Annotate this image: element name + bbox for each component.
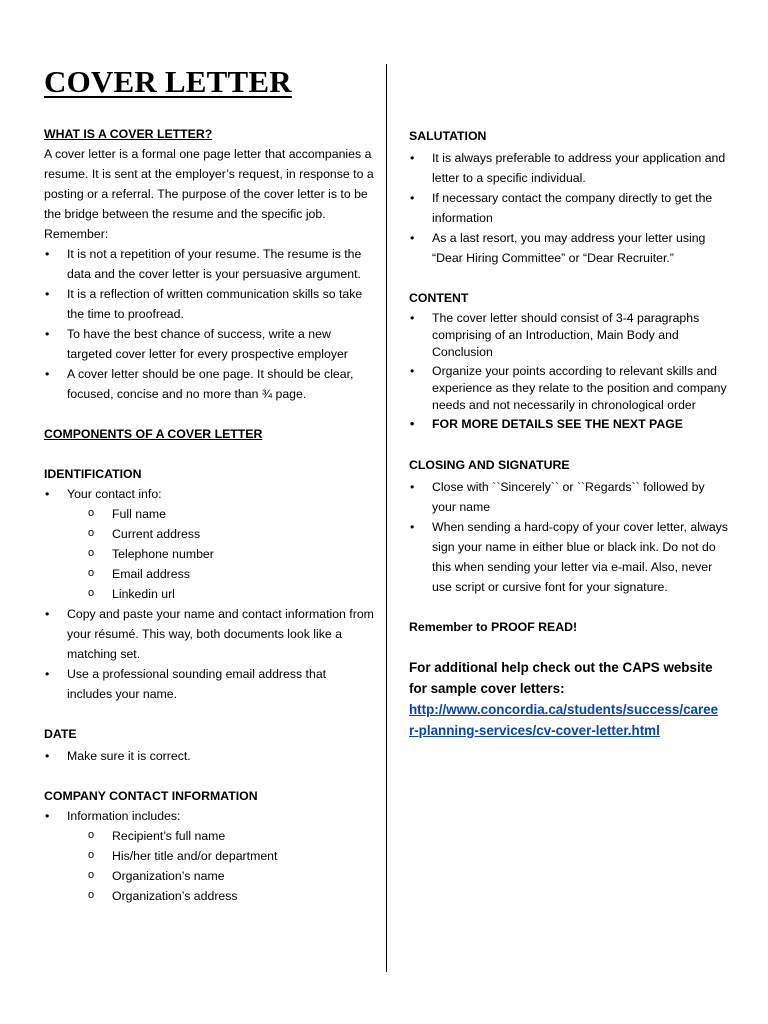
- section-heading-identification: IDENTIFICATION: [44, 467, 142, 481]
- right-column: [409, 126, 731, 741]
- list-item: • When sending a hard-copy of your cover letter, always sign your name in either blue or black ink. Do not do this when sending your letter via e-mail. Also, never use script or cursive font for your signature.: [409, 517, 731, 597]
- help-block: [409, 657, 731, 741]
- list-item: • Close with ``Sincerely`` or ``Regards`` followed by your name: [409, 477, 731, 517]
- left-column: [44, 124, 374, 906]
- section-heading-content: CONTENT: [409, 291, 469, 305]
- list-item: • Organize your points according to relevant skills and experience as they relate to the position and company needs and not necessarily in chronological order: [409, 363, 731, 414]
- salutation-list: [409, 148, 731, 268]
- link-line-2: r-planning-services/cv-cover-letter.html: [409, 723, 660, 738]
- list-item: • As a last resort, you may address your letter using “Dear Hiring Committee” or “Dear Recruiter.”: [409, 228, 731, 268]
- what-bullet-list: [44, 244, 374, 404]
- list-item: • It is a reflection of written communication skills so take the time to proofread.: [44, 284, 374, 324]
- sub-list-item: o Full name: [44, 504, 374, 524]
- sub-list-item: o Email address: [44, 564, 374, 584]
- section-heading-closing: CLOSING AND SIGNATURE: [409, 458, 570, 472]
- company-list: [44, 806, 374, 906]
- section-heading-what: WHAT IS A COVER LETTER?: [44, 127, 213, 141]
- page-title: COVER LETTER: [44, 64, 292, 99]
- list-item: • Use a professional sounding email address that includes your name.: [44, 664, 374, 704]
- section-heading-company: COMPANY CONTACT INFORMATION: [44, 789, 258, 803]
- remember-label: Remember:: [44, 227, 109, 241]
- list-item: • Copy and paste your name and contact information from your résumé. This way, both documents look like a matching set.: [44, 604, 374, 664]
- sub-list-item: o Organization’s name: [44, 866, 374, 886]
- content-list: [409, 310, 731, 433]
- help-text: For additional help check out the CAPS website for sample cover letters:: [409, 660, 713, 696]
- list-item: • Your contact info:: [44, 484, 374, 504]
- sub-list-item: o Organization’s address: [44, 886, 374, 906]
- section-heading-components: COMPONENTS OF A COVER LETTER: [44, 427, 263, 441]
- sub-list-item: o Telephone number: [44, 544, 374, 564]
- section-heading-date: DATE: [44, 727, 77, 741]
- sub-list-item: o Linkedin url: [44, 584, 374, 604]
- identification-list: [44, 484, 374, 704]
- list-item: • The cover letter should consist of 3-4 paragraphs comprising of an Introduction, Main Body and Conclusion: [409, 310, 731, 361]
- proofread-reminder: Remember to PROOF READ!: [409, 620, 578, 634]
- sub-list-item: o His/her title and/or department: [44, 846, 374, 866]
- link-line-1: http://www.concordia.ca/students/success/caree: [409, 702, 719, 717]
- list-item: • If necessary contact the company directly to get the information: [409, 188, 731, 228]
- list-item: • A cover letter should be one page. It should be clear, focused, concise and no more than ¾ page.: [44, 364, 374, 404]
- list-item: • FOR MORE DETAILS SEE THE NEXT PAGE: [409, 416, 731, 433]
- what-paragraph: A cover letter is a formal one page letter that accompanies a resume. It is sent at the employer’s request, in response to a posting or a referral. The purpose of the cover letter is to be the bridge between the resume and the specific job.: [44, 147, 374, 221]
- sub-list-item: o Recipient’s full name: [44, 826, 374, 846]
- list-item: • It is not a repetition of your resume. The resume is the data and the cover letter is your persuasive argument.: [44, 244, 374, 284]
- section-heading-salutation: SALUTATION: [409, 129, 487, 143]
- sub-list-item: o Current address: [44, 524, 374, 544]
- closing-list: [409, 477, 731, 597]
- column-divider: [386, 64, 387, 972]
- list-item: • To have the best chance of success, write a new targeted cover letter for every prospective employer: [44, 324, 374, 364]
- date-list: [44, 746, 374, 766]
- list-item: • Information includes:: [44, 806, 374, 826]
- list-item: • It is always preferable to address your application and letter to a specific individual.: [409, 148, 731, 188]
- caps-website-link[interactable]: [409, 702, 718, 738]
- list-item: • Make sure it is correct.: [44, 746, 374, 766]
